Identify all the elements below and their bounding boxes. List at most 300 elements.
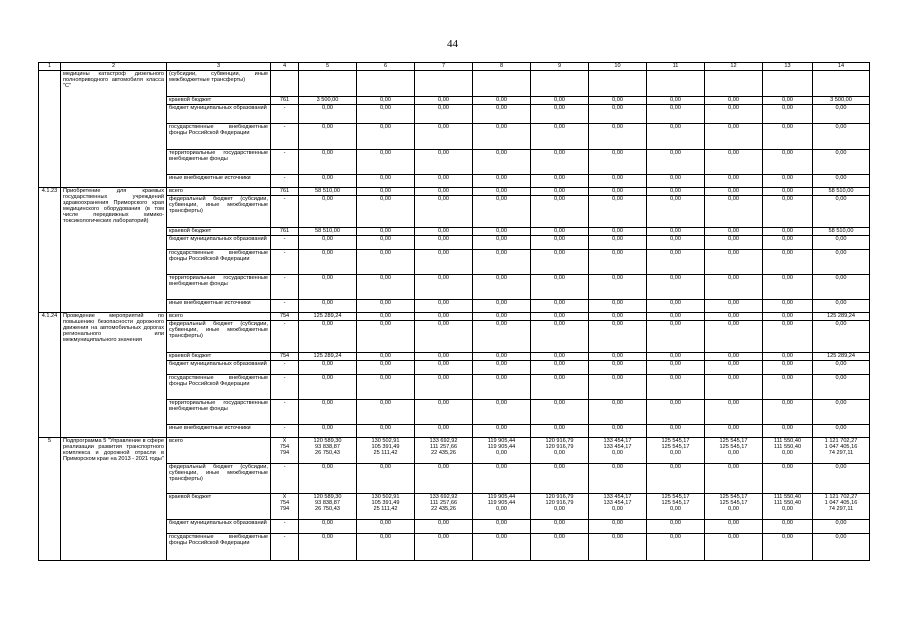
funding-source: бюджет муниципальных образований bbox=[167, 105, 271, 124]
amount-cell: 0,00 bbox=[647, 353, 705, 361]
funding-source: территориальные государственные внебюджетные фонды bbox=[167, 400, 271, 425]
amount-cell: 0,00 bbox=[813, 321, 870, 353]
amount-cell: 0,00 bbox=[647, 400, 705, 425]
budget-code: - bbox=[271, 250, 299, 275]
amount-cell: 0,00 bbox=[299, 361, 357, 375]
amount-cell: 0,00 bbox=[813, 150, 870, 175]
budget-code: 761 bbox=[271, 188, 299, 196]
amount-cell: 0,00 bbox=[647, 275, 705, 300]
amount-cell: 0,00 bbox=[415, 534, 473, 561]
funding-source: всего bbox=[167, 438, 271, 464]
amount-cell: 0,00 bbox=[647, 464, 705, 494]
amount-cell: 3 500,00 bbox=[299, 97, 357, 105]
amount-cell: 0,00 bbox=[531, 175, 589, 188]
amount-cell: 119 905,44 119 905,44 0,00 bbox=[473, 494, 531, 520]
amount-cell: 133 692,92 111 257,66 22 435,26 bbox=[415, 438, 473, 464]
amount-cell: 0,00 bbox=[705, 520, 763, 534]
amount-cell: 0,00 bbox=[647, 534, 705, 561]
budget-code bbox=[271, 71, 299, 97]
column-header: 10 bbox=[589, 63, 647, 71]
amount-cell: 0,00 bbox=[647, 97, 705, 105]
amount-cell: 0,00 bbox=[647, 228, 705, 236]
column-header: 6 bbox=[357, 63, 415, 71]
amount-cell bbox=[473, 71, 531, 97]
funding-source: краевой бюджет bbox=[167, 353, 271, 361]
amount-cell: 0,00 bbox=[589, 375, 647, 400]
column-header: 3 bbox=[167, 63, 271, 71]
amount-cell: 0,00 bbox=[705, 375, 763, 400]
amount-cell: 0,00 bbox=[415, 124, 473, 150]
amount-cell: 0,00 bbox=[299, 321, 357, 353]
amount-cell: 0,00 bbox=[415, 175, 473, 188]
amount-cell: 125 289,24 bbox=[299, 313, 357, 321]
amount-cell: 0,00 bbox=[299, 175, 357, 188]
amount-cell: 0,00 bbox=[299, 236, 357, 250]
amount-cell: 0,00 bbox=[473, 105, 531, 124]
amount-cell: 0,00 bbox=[705, 313, 763, 321]
funding-source: всего bbox=[167, 188, 271, 196]
amount-cell: 3 500,00 bbox=[813, 97, 870, 105]
table-row bbox=[39, 313, 870, 321]
budget-code: - bbox=[271, 321, 299, 353]
amount-cell: 0,00 bbox=[589, 353, 647, 361]
amount-cell: 0,00 bbox=[415, 250, 473, 275]
amount-cell: 0,00 bbox=[531, 250, 589, 275]
amount-cell: 0,00 bbox=[357, 520, 415, 534]
amount-cell: 0,00 bbox=[531, 97, 589, 105]
amount-cell: 0,00 bbox=[589, 300, 647, 313]
amount-cell: 133 454,17 133 454,17 0,00 bbox=[589, 494, 647, 520]
table-row bbox=[39, 188, 870, 196]
amount-cell: 0,00 bbox=[589, 361, 647, 375]
amount-cell: 0,00 bbox=[357, 196, 415, 228]
column-header: 9 bbox=[531, 63, 589, 71]
budget-code: - bbox=[271, 520, 299, 534]
amount-cell: 0,00 bbox=[705, 250, 763, 275]
amount-cell: 0,00 bbox=[531, 400, 589, 425]
amount-cell: 0,00 bbox=[357, 464, 415, 494]
amount-cell: 0,00 bbox=[647, 321, 705, 353]
amount-cell bbox=[299, 71, 357, 97]
amount-cell: 0,00 bbox=[473, 124, 531, 150]
amount-cell: 0,00 bbox=[473, 361, 531, 375]
amount-cell: 0,00 bbox=[589, 400, 647, 425]
amount-cell: 0,00 bbox=[299, 534, 357, 561]
funding-source: всего bbox=[167, 313, 271, 321]
amount-cell: 0,00 bbox=[763, 321, 813, 353]
amount-cell: 120 589,30 93 838,87 26 750,43 bbox=[299, 494, 357, 520]
amount-cell: 0,00 bbox=[299, 124, 357, 150]
amount-cell bbox=[705, 71, 763, 97]
amount-cell: 0,00 bbox=[531, 196, 589, 228]
amount-cell: 0,00 bbox=[357, 321, 415, 353]
funding-source: территориальные государственные внебюджетные фонды bbox=[167, 150, 271, 175]
amount-cell: 0,00 bbox=[473, 300, 531, 313]
amount-cell: 111 550,40 111 550,40 0,00 bbox=[763, 494, 813, 520]
amount-cell: 0,00 bbox=[647, 150, 705, 175]
amount-cell: 0,00 bbox=[473, 196, 531, 228]
amount-cell: 0,00 bbox=[415, 188, 473, 196]
amount-cell: 0,00 bbox=[763, 97, 813, 105]
budget-code: - bbox=[271, 425, 299, 438]
amount-cell: 0,00 bbox=[813, 124, 870, 150]
amount-cell: 0,00 bbox=[589, 250, 647, 275]
amount-cell: 125 289,24 bbox=[299, 353, 357, 361]
amount-cell: 0,00 bbox=[299, 196, 357, 228]
amount-cell: 0,00 bbox=[813, 275, 870, 300]
amount-cell: 0,00 bbox=[473, 534, 531, 561]
funding-source: федеральный бюджет (субсидии, субвенции, иные межбюджетные трансферты) bbox=[167, 464, 271, 494]
amount-cell bbox=[589, 71, 647, 97]
amount-cell: 0,00 bbox=[813, 175, 870, 188]
amount-cell: 130 502,91 105 391,49 25 111,42 bbox=[357, 494, 415, 520]
funding-source: государственные внебюджетные фонды Российской Федерации bbox=[167, 534, 271, 561]
amount-cell: 0,00 bbox=[473, 236, 531, 250]
funding-source: государственные внебюджетные фонды Российской Федерации bbox=[167, 375, 271, 400]
amount-cell: 0,00 bbox=[357, 534, 415, 561]
amount-cell: 0,00 bbox=[705, 97, 763, 105]
column-header: 14 bbox=[813, 63, 870, 71]
amount-cell: 0,00 bbox=[357, 353, 415, 361]
amount-cell: 0,00 bbox=[763, 464, 813, 494]
column-header: 13 bbox=[763, 63, 813, 71]
amount-cell: 0,00 bbox=[763, 105, 813, 124]
amount-cell: 0,00 bbox=[531, 464, 589, 494]
amount-cell: 58 510,00 bbox=[813, 228, 870, 236]
column-header: 5 bbox=[299, 63, 357, 71]
funding-source: федеральный бюджет (субсидии, субвенции, иные межбюджетные трансферты) bbox=[167, 196, 271, 228]
amount-cell: 0,00 bbox=[705, 124, 763, 150]
amount-cell: 0,00 bbox=[531, 321, 589, 353]
amount-cell: 0,00 bbox=[415, 105, 473, 124]
amount-cell: 0,00 bbox=[763, 300, 813, 313]
amount-cell: 0,00 bbox=[357, 250, 415, 275]
amount-cell: 0,00 bbox=[705, 361, 763, 375]
amount-cell: 0,00 bbox=[647, 196, 705, 228]
funding-source: краевой бюджет bbox=[167, 494, 271, 520]
amount-cell: 0,00 bbox=[473, 520, 531, 534]
amount-cell: 0,00 bbox=[357, 124, 415, 150]
amount-cell: 0,00 bbox=[589, 534, 647, 561]
amount-cell: 0,00 bbox=[589, 97, 647, 105]
budget-code: - bbox=[271, 375, 299, 400]
amount-cell: 0,00 bbox=[299, 300, 357, 313]
amount-cell: 0,00 bbox=[589, 275, 647, 300]
amount-cell: 0,00 bbox=[763, 175, 813, 188]
amount-cell: 0,00 bbox=[473, 250, 531, 275]
funding-source: бюджет муниципальных образований bbox=[167, 236, 271, 250]
amount-cell: 0,00 bbox=[415, 425, 473, 438]
amount-cell: 0,00 bbox=[415, 321, 473, 353]
amount-cell: 0,00 bbox=[531, 353, 589, 361]
amount-cell: 0,00 bbox=[357, 175, 415, 188]
column-header: 2 bbox=[61, 63, 167, 71]
amount-cell: 0,00 bbox=[415, 313, 473, 321]
amount-cell: 0,00 bbox=[531, 534, 589, 561]
funding-source: (субсидии, субвенции, иные межбюджетные трансферты) bbox=[167, 71, 271, 97]
budget-code: - bbox=[271, 124, 299, 150]
amount-cell: 0,00 bbox=[415, 196, 473, 228]
amount-cell: 0,00 bbox=[763, 250, 813, 275]
amount-cell: 0,00 bbox=[531, 313, 589, 321]
amount-cell: 0,00 bbox=[589, 124, 647, 150]
amount-cell: 0,00 bbox=[473, 425, 531, 438]
amount-cell: 0,00 bbox=[473, 321, 531, 353]
budget-code: - bbox=[271, 534, 299, 561]
amount-cell: 0,00 bbox=[473, 188, 531, 196]
amount-cell: 125 289,24 bbox=[813, 313, 870, 321]
amount-cell: 0,00 bbox=[531, 150, 589, 175]
amount-cell: 0,00 bbox=[531, 361, 589, 375]
amount-cell: 133 454,17 133 454,17 0,00 bbox=[589, 438, 647, 464]
amount-cell: 0,00 bbox=[705, 321, 763, 353]
amount-cell: 0,00 bbox=[705, 275, 763, 300]
amount-cell: 0,00 bbox=[763, 534, 813, 561]
funding-source: иные внебюджетные источники bbox=[167, 175, 271, 188]
measure-name: Приобретение для краевых государственных учреждений здравоохранения Приморского края медицинского оборудования (в том числе передвижных химико-токсикологических лабораторий) bbox=[61, 188, 167, 313]
amount-cell: 0,00 bbox=[647, 175, 705, 188]
amount-cell: 120 589,30 93 838,87 26 750,43 bbox=[299, 438, 357, 464]
table-row bbox=[39, 71, 870, 97]
amount-cell: 0,00 bbox=[763, 275, 813, 300]
amount-cell: 0,00 bbox=[763, 150, 813, 175]
amount-cell: 0,00 bbox=[415, 300, 473, 313]
funding-source: федеральный бюджет (субсидии, субвенции, иные межбюджетные трансферты) bbox=[167, 321, 271, 353]
amount-cell: 0,00 bbox=[813, 400, 870, 425]
amount-cell: 0,00 bbox=[705, 175, 763, 188]
amount-cell: 0,00 bbox=[415, 275, 473, 300]
amount-cell: 0,00 bbox=[763, 188, 813, 196]
amount-cell bbox=[763, 71, 813, 97]
amount-cell: 0,00 bbox=[473, 400, 531, 425]
amount-cell: 0,00 bbox=[415, 375, 473, 400]
amount-cell: 0,00 bbox=[357, 150, 415, 175]
budget-code: - bbox=[271, 236, 299, 250]
amount-cell: 0,00 bbox=[531, 520, 589, 534]
row-index: 5 bbox=[39, 438, 61, 561]
amount-cell: 125 545,17 125 545,17 0,00 bbox=[705, 494, 763, 520]
amount-cell: 130 502,91 105 391,49 25 111,42 bbox=[357, 438, 415, 464]
budget-code: - bbox=[271, 300, 299, 313]
amount-cell: 0,00 bbox=[813, 375, 870, 400]
amount-cell: 0,00 bbox=[705, 196, 763, 228]
amount-cell: 58 510,00 bbox=[299, 188, 357, 196]
amount-cell: 0,00 bbox=[589, 236, 647, 250]
amount-cell bbox=[813, 71, 870, 97]
amount-cell: 0,00 bbox=[357, 105, 415, 124]
amount-cell: 0,00 bbox=[415, 400, 473, 425]
funding-source: иные внебюджетные источники bbox=[167, 425, 271, 438]
amount-cell: 0,00 bbox=[589, 313, 647, 321]
amount-cell: 125 289,24 bbox=[813, 353, 870, 361]
amount-cell bbox=[415, 71, 473, 97]
amount-cell: 0,00 bbox=[647, 300, 705, 313]
amount-cell: 0,00 bbox=[705, 400, 763, 425]
amount-cell: 0,00 bbox=[299, 375, 357, 400]
amount-cell: 0,00 bbox=[647, 188, 705, 196]
budget-code: - bbox=[271, 150, 299, 175]
budget-code: 754 bbox=[271, 353, 299, 361]
funding-source: иные внебюджетные источники bbox=[167, 300, 271, 313]
amount-cell: 0,00 bbox=[299, 400, 357, 425]
row-index: 4.1.23 bbox=[39, 188, 61, 313]
amount-cell: 0,00 bbox=[357, 97, 415, 105]
amount-cell: 0,00 bbox=[531, 375, 589, 400]
amount-cell: 0,00 bbox=[357, 425, 415, 438]
amount-cell: 0,00 bbox=[763, 361, 813, 375]
funding-source: бюджет муниципальных образований bbox=[167, 520, 271, 534]
amount-cell: 0,00 bbox=[647, 236, 705, 250]
amount-cell: 120 916,79 120 916,79 0,00 bbox=[531, 438, 589, 464]
amount-cell: 0,00 bbox=[415, 520, 473, 534]
amount-cell: 0,00 bbox=[705, 105, 763, 124]
amount-cell: 0,00 bbox=[589, 228, 647, 236]
amount-cell: 125 545,17 125 545,17 0,00 bbox=[647, 494, 705, 520]
amount-cell: 0,00 bbox=[813, 300, 870, 313]
funding-source: территориальные государственные внебюджетные фонды bbox=[167, 275, 271, 300]
amount-cell: 0,00 bbox=[357, 275, 415, 300]
amount-cell: 0,00 bbox=[705, 425, 763, 438]
amount-cell: 0,00 bbox=[473, 97, 531, 105]
amount-cell: 0,00 bbox=[763, 353, 813, 361]
amount-cell: 0,00 bbox=[415, 361, 473, 375]
amount-cell: 0,00 bbox=[589, 175, 647, 188]
amount-cell: 0,00 bbox=[813, 361, 870, 375]
budget-code: - bbox=[271, 196, 299, 228]
amount-cell: 0,00 bbox=[647, 313, 705, 321]
amount-cell: 0,00 bbox=[705, 464, 763, 494]
amount-cell: 0,00 bbox=[415, 97, 473, 105]
amount-cell: 0,00 bbox=[357, 361, 415, 375]
amount-cell: 58 510,00 bbox=[813, 188, 870, 196]
amount-cell: 0,00 bbox=[473, 375, 531, 400]
amount-cell: 0,00 bbox=[299, 275, 357, 300]
amount-cell: 0,00 bbox=[357, 375, 415, 400]
column-header: 12 bbox=[705, 63, 763, 71]
amount-cell: 0,00 bbox=[357, 313, 415, 321]
amount-cell: 0,00 bbox=[763, 124, 813, 150]
budget-code: 761 bbox=[271, 228, 299, 236]
amount-cell: 58 510,00 bbox=[299, 228, 357, 236]
amount-cell: 0,00 bbox=[813, 464, 870, 494]
measure-name: Проведение мероприятий по повышению безопасности дорожного движения на автомобильных дорогах регионального или межмуниципального значения bbox=[61, 313, 167, 438]
amount-cell: 0,00 bbox=[531, 275, 589, 300]
amount-cell: 0,00 bbox=[473, 275, 531, 300]
budget-code: - bbox=[271, 175, 299, 188]
amount-cell: 0,00 bbox=[357, 300, 415, 313]
amount-cell: 0,00 bbox=[589, 425, 647, 438]
measure-name: медицины катастроф дизельного полноприводного автомобиля класса "С" bbox=[61, 71, 167, 188]
budget-code: X 754 794 bbox=[271, 494, 299, 520]
amount-cell: 120 916,79 120 916,79 0,00 bbox=[531, 494, 589, 520]
budget-code: 761 bbox=[271, 97, 299, 105]
budget-code: - bbox=[271, 105, 299, 124]
amount-cell: 0,00 bbox=[647, 105, 705, 124]
amount-cell: 0,00 bbox=[589, 321, 647, 353]
amount-cell: 0,00 bbox=[705, 188, 763, 196]
column-header: 11 bbox=[647, 63, 705, 71]
amount-cell: 0,00 bbox=[813, 196, 870, 228]
amount-cell: 0,00 bbox=[763, 375, 813, 400]
amount-cell: 0,00 bbox=[357, 400, 415, 425]
amount-cell: 0,00 bbox=[357, 236, 415, 250]
amount-cell: 0,00 bbox=[647, 124, 705, 150]
amount-cell: 0,00 bbox=[531, 425, 589, 438]
amount-cell: 125 545,17 125 545,17 0,00 bbox=[647, 438, 705, 464]
amount-cell: 1 121 702,27 1 047 405,16 74 297,11 bbox=[813, 494, 870, 520]
amount-cell: 0,00 bbox=[299, 520, 357, 534]
amount-cell: 0,00 bbox=[763, 520, 813, 534]
amount-cell: 0,00 bbox=[705, 228, 763, 236]
amount-cell: 0,00 bbox=[531, 124, 589, 150]
budget-code: - bbox=[271, 275, 299, 300]
amount-cell: 0,00 bbox=[705, 353, 763, 361]
amount-cell: 0,00 bbox=[813, 250, 870, 275]
amount-cell: 0,00 bbox=[647, 375, 705, 400]
budget-code: - bbox=[271, 361, 299, 375]
amount-cell: 111 550,40 111 550,40 0,00 bbox=[763, 438, 813, 464]
amount-cell: 0,00 bbox=[589, 188, 647, 196]
amount-cell: 0,00 bbox=[531, 236, 589, 250]
amount-cell: 0,00 bbox=[299, 464, 357, 494]
amount-cell: 0,00 bbox=[415, 150, 473, 175]
amount-cell: 119 905,44 119 905,44 0,00 bbox=[473, 438, 531, 464]
amount-cell: 0,00 bbox=[813, 520, 870, 534]
amount-cell bbox=[647, 71, 705, 97]
amount-cell: 0,00 bbox=[647, 250, 705, 275]
amount-cell: 0,00 bbox=[763, 196, 813, 228]
amount-cell: 0,00 bbox=[589, 105, 647, 124]
funding-source: краевой бюджет bbox=[167, 228, 271, 236]
budget-code: 754 bbox=[271, 313, 299, 321]
amount-cell: 0,00 bbox=[763, 236, 813, 250]
amount-cell: 0,00 bbox=[473, 228, 531, 236]
amount-cell: 0,00 bbox=[763, 400, 813, 425]
amount-cell: 0,00 bbox=[299, 250, 357, 275]
amount-cell: 0,00 bbox=[415, 464, 473, 494]
amount-cell: 0,00 bbox=[647, 425, 705, 438]
amount-cell: 0,00 bbox=[415, 228, 473, 236]
funding-source: краевой бюджет bbox=[167, 97, 271, 105]
amount-cell: 0,00 bbox=[589, 464, 647, 494]
amount-cell: 0,00 bbox=[813, 105, 870, 124]
amount-cell: 0,00 bbox=[705, 150, 763, 175]
amount-cell: 0,00 bbox=[357, 228, 415, 236]
amount-cell: 0,00 bbox=[299, 425, 357, 438]
row-index bbox=[39, 71, 61, 188]
budget-table bbox=[38, 62, 870, 561]
amount-cell: 0,00 bbox=[531, 300, 589, 313]
measure-name: Подпрограмма 5 "Управление в сфере реализации развития транспортного комплекса и дорожной отрасли в Приморском крае на 2013 - 2021 годы" bbox=[61, 438, 167, 561]
page-number: 44 bbox=[447, 38, 458, 50]
amount-cell bbox=[531, 71, 589, 97]
amount-cell: 0,00 bbox=[299, 105, 357, 124]
amount-cell: 0,00 bbox=[763, 228, 813, 236]
column-header-row bbox=[39, 63, 870, 71]
amount-cell: 0,00 bbox=[473, 313, 531, 321]
table-row bbox=[39, 438, 870, 464]
amount-cell: 0,00 bbox=[299, 150, 357, 175]
column-header: 7 bbox=[415, 63, 473, 71]
amount-cell: 0,00 bbox=[705, 300, 763, 313]
amount-cell: 0,00 bbox=[415, 236, 473, 250]
column-header: 8 bbox=[473, 63, 531, 71]
budget-code: - bbox=[271, 400, 299, 425]
funding-source: бюджет муниципальных образований bbox=[167, 361, 271, 375]
amount-cell: 0,00 bbox=[473, 150, 531, 175]
amount-cell: 1 121 702,27 1 047 405,16 74 297,11 bbox=[813, 438, 870, 464]
amount-cell: 0,00 bbox=[415, 353, 473, 361]
